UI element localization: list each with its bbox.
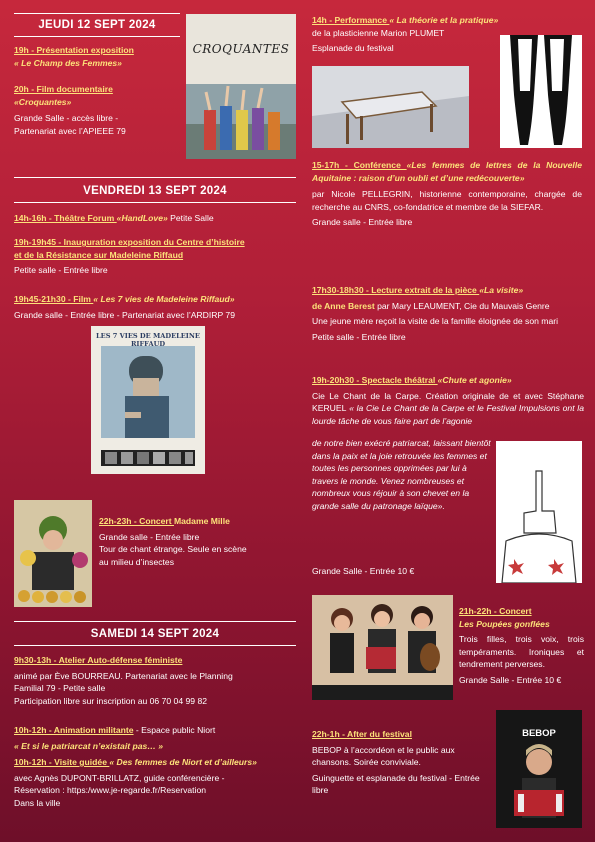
performance-photo [312, 66, 469, 148]
event-time: 21h-22h - Concert [459, 606, 532, 616]
event-vendredi-1 [14, 212, 298, 225]
event-place: Esplanade du festival [312, 43, 394, 54]
event-place: Grande Salle - Entrée 10 € [459, 674, 562, 685]
event-place: Guinguette et esplanade du festival - Entrée libre [312, 772, 480, 796]
event-place: - Espace public Niort [133, 725, 216, 735]
poster-title: LES 7 VIES DE MADELEINE RIFFAUD [96, 332, 200, 348]
event-title: «Les femmes de lettres de la Nouvelle Aquitaine : raison d’un oubli et d’une redécouverte» [312, 160, 582, 183]
event-desc: Une jeune mère reçoit la visite de la famille éloignée de son mari [312, 316, 559, 327]
event-title: « Le Champ des Femmes» [14, 57, 122, 68]
event-time: 17h30-18h30 - Lecture extrait de la pièce [312, 285, 480, 295]
poster-title: CROQUANTES [192, 42, 290, 56]
header-rule-bottom [14, 645, 296, 646]
bebop-photo [496, 710, 582, 828]
event-title: «La visite» [479, 285, 524, 295]
event-poupees [459, 605, 584, 687]
event-title: « Les 7 vies de Madeleine Riffaud» [93, 294, 235, 304]
event-samedi-2 [14, 724, 304, 752]
riffaud-poster [91, 326, 205, 474]
event-desc-cont: Familial 79 - Petite salle [14, 683, 106, 694]
event-place: Grande Salle - Entrée 10 € [312, 566, 415, 576]
event-place: Petite salle - Entrée libre [312, 331, 406, 342]
event-vendredi-3 [14, 293, 304, 321]
spectacle-drawing [496, 441, 582, 583]
event-desc-cont: au milieu d’insectes [99, 556, 174, 567]
event-company: par Mary LEAUMENT, Cie du Mauvais Genre [374, 300, 550, 311]
day-header-samedi: SAMEDI 14 SEPT 2024 [90, 628, 220, 640]
event-quote: « la Cie Le Chant de la Carpe et le Festival Impulsions ont la lourde tâche de vous faire part de l’agonie [312, 403, 584, 426]
event-reservation: Réservation : https:/www.je-regarde.fr/Reservation [14, 785, 207, 796]
header-rule-top [14, 621, 296, 622]
event-registration: Participation libre sur inscription au 06 70 04 99 82 [14, 695, 207, 706]
event-vendredi-2 [14, 236, 304, 277]
madame-mille-photo [14, 500, 92, 607]
event-title: «Croquantes» [14, 96, 72, 107]
event-desc: animé par Ève BOURREAU. Partenariat avec le Planning [14, 670, 233, 681]
event-partner: Partenariat avec l’APIEEE 79 [14, 125, 126, 136]
event-title: 9h30-13h - Atelier Auto-défense féministe [14, 655, 183, 665]
event-title: « La théorie et la pratique» [389, 15, 499, 25]
event-desc: Tour de chant étrange. Seule en scène [99, 544, 247, 555]
event-jeudi-2 [14, 83, 182, 137]
croquantes-poster [186, 14, 296, 159]
event-conference [312, 159, 582, 229]
event-place: Grande salle - Entrée libre [99, 531, 200, 542]
event-company: Cie Le Chant de la Carpe. Création originale de et avec [312, 390, 543, 401]
event-jeudi-1 [14, 44, 182, 69]
event-title: 22h-1h - After du festival [312, 729, 412, 739]
event-title: «Chute et agonie» [437, 375, 512, 385]
event-title: Les Poupées gonflées [459, 618, 550, 629]
event-title-cont: et de la Résistance sur Madeleine Riffaud [14, 249, 184, 260]
event-title: «HandLove» [116, 213, 168, 223]
event-place: Grande salle - Entrée libre [312, 217, 413, 228]
event-title: Madame Mille [173, 516, 230, 526]
event-title: « Des femmes de Niort et d’ailleurs» [109, 757, 257, 767]
event-time: 19h45-21h30 - Film [14, 294, 94, 304]
day-header-vendredi: VENDREDI 13 SEPT 2024 [83, 185, 227, 197]
header-rule-bottom [14, 36, 180, 37]
event-spectacle-quote: de notre bien exécré patriarcat, laissant bientôt dans la paix et la joie retrouvée les femmes et toutes les personnes opprimées par lui à travers le monde. Venez nombreuses et nombreux vous réjouir à son chevet en la grande salle du patronage laïque». [312, 438, 491, 511]
event-time: 22h-23h - Concert [99, 516, 174, 526]
event-time: 19h-20h30 - Spectacle théâtral [312, 375, 438, 385]
event-time: 15-17h - Conférence [312, 160, 407, 170]
event-time: 20h - Film documentaire [14, 84, 113, 94]
event-time: 14h-16h - Théâtre Forum [14, 213, 117, 223]
header-rule-top [14, 13, 180, 14]
event-time: 19h - Présentation exposition [14, 45, 134, 55]
legs-drawing [500, 35, 582, 148]
event-after [312, 728, 490, 797]
event-artist: de la plasticienne Marion PLUMET [312, 27, 445, 38]
bebop-label: BEBOP [522, 728, 556, 739]
event-concert-mille [99, 515, 299, 568]
event-author: de Anne Berest [312, 300, 375, 311]
event-samedi-3 [14, 756, 304, 809]
event-lecture [312, 284, 584, 343]
event-time: 10h-12h - Animation militante [14, 725, 134, 735]
event-place: Dans la ville [14, 797, 61, 808]
header-rule-top [14, 177, 296, 178]
event-time: 10h-12h - Visite guidée [14, 757, 110, 767]
event-author: Stéphane KERUEL [312, 390, 584, 414]
event-desc: BEBOP à l’accordéon et le public aux chansons. Soirée conviviale. [312, 744, 455, 768]
header-rule-bottom [14, 202, 296, 203]
event-speaker: par Nicole PELLEGRIN, historienne contemporaine, chargée de recherche au CNRS, co-fondatrice et membre de la SIEFAR. [312, 189, 582, 212]
event-time: 14h - Performance [312, 15, 390, 25]
event-desc: Trois filles, trois voix, trois tempéraments. Ironiques et tendrement perverses. [459, 634, 584, 670]
event-title: « Et si le patriarcat n’existait pas… » [14, 740, 164, 751]
event-samedi-1 [14, 654, 304, 707]
event-title: 19h-19h45 - Inauguration exposition du Centre d’histoire [14, 237, 245, 247]
event-spectacle [312, 374, 584, 427]
poupees-photo [312, 595, 453, 700]
event-place: Petite salle - Entrée libre [14, 265, 108, 276]
event-place: Grande Salle - accès libre - [14, 113, 119, 124]
event-guide: avec Agnès DUPONT-BRILLATZ, guide conférencière - [14, 772, 225, 783]
day-header-jeudi: JEUDI 12 SEPT 2024 [38, 19, 156, 31]
event-place: Petite Salle [167, 213, 214, 223]
event-place: Grande salle - Entrée libre - Partenariat avec l’ARDIRP 79 [14, 309, 235, 320]
